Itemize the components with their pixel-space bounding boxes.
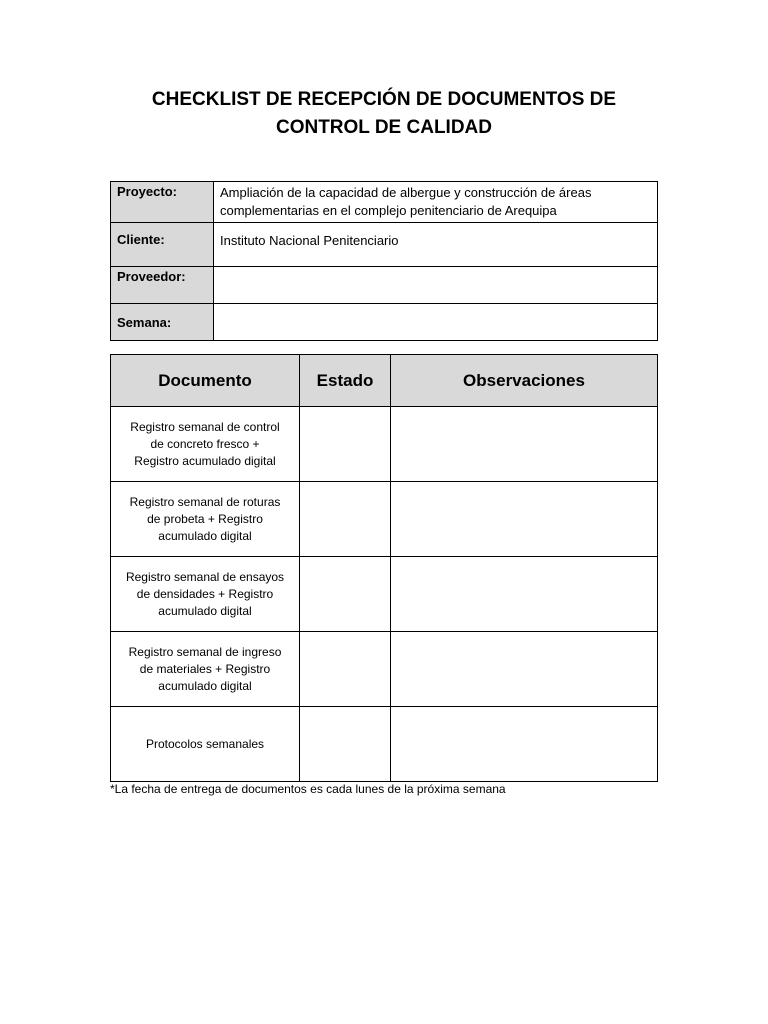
table-row: [111, 557, 658, 632]
estado-cell: [300, 707, 391, 782]
column-header-estado: Estado: [300, 355, 391, 407]
info-label: Cliente:: [111, 223, 214, 267]
info-value-line: Ampliación de la capacidad de albergue y construcción de áreas: [220, 185, 592, 200]
footnote: *La fecha de entrega de documentos es cada lunes de la próxima semana: [110, 782, 506, 796]
column-header-documento: Documento: [111, 355, 300, 407]
info-label: Proveedor:: [111, 267, 214, 304]
info-row-semana: [111, 304, 658, 341]
document-line: de densidades + Registro: [136, 586, 274, 601]
document-line: de materiales + Registro: [139, 661, 271, 676]
observaciones-cell: [391, 482, 658, 557]
document-line: Registro semanal de ensayos: [125, 569, 285, 584]
page-title-line-2: CONTROL DE CALIDAD: [275, 117, 493, 138]
document-line: Protocolos semanales: [145, 736, 265, 751]
table-row: [111, 407, 658, 482]
document-line: de probeta + Registro: [147, 511, 263, 526]
document-line: acumulado digital: [158, 603, 252, 618]
document-cell: [111, 632, 300, 707]
estado-cell: [300, 482, 391, 557]
estado-cell: [300, 632, 391, 707]
page-title-line-1: CHECKLIST DE RECEPCIÓN DE DOCUMENTOS DE: [151, 89, 617, 110]
project-info-table: [110, 181, 658, 341]
estado-cell: [300, 407, 391, 482]
table-row: [111, 632, 658, 707]
info-value-proveedor: [214, 267, 658, 304]
column-header-observaciones: Observaciones: [391, 355, 658, 407]
checklist-header-row: [111, 355, 658, 407]
document-line: Registro semanal de roturas: [129, 494, 281, 509]
observaciones-cell: [391, 407, 658, 482]
observaciones-cell: [391, 557, 658, 632]
document-line: Registro semanal de control: [130, 419, 280, 434]
document-line: Registro semanal de ingreso: [128, 644, 282, 659]
document-cell: [111, 407, 300, 482]
info-value-proyecto: [214, 182, 658, 223]
info-label: Semana:: [111, 304, 214, 341]
table-row: [111, 482, 658, 557]
document-cell: [111, 482, 300, 557]
observaciones-cell: [391, 632, 658, 707]
document-line: de concreto fresco +: [150, 436, 260, 451]
document-cell: [111, 557, 300, 632]
info-value-semana: [214, 304, 658, 341]
observaciones-cell: [391, 707, 658, 782]
table-row: [111, 707, 658, 782]
document-line: acumulado digital: [158, 528, 252, 543]
info-row-proveedor: [111, 267, 658, 304]
info-label: Proyecto:: [111, 182, 214, 223]
info-value-cliente: Instituto Nacional Penitenciario: [214, 223, 658, 267]
info-value-line: complementarias en el complejo penitenciario de Arequipa: [220, 203, 557, 218]
document-line: acumulado digital: [158, 678, 252, 693]
document-line: Registro acumulado digital: [134, 453, 276, 468]
info-row-proyecto: [111, 182, 658, 223]
estado-cell: [300, 557, 391, 632]
document-checklist-table: [110, 354, 658, 782]
document-cell: [111, 707, 300, 782]
info-row-cliente: [111, 223, 658, 267]
page-title: [0, 86, 768, 142]
